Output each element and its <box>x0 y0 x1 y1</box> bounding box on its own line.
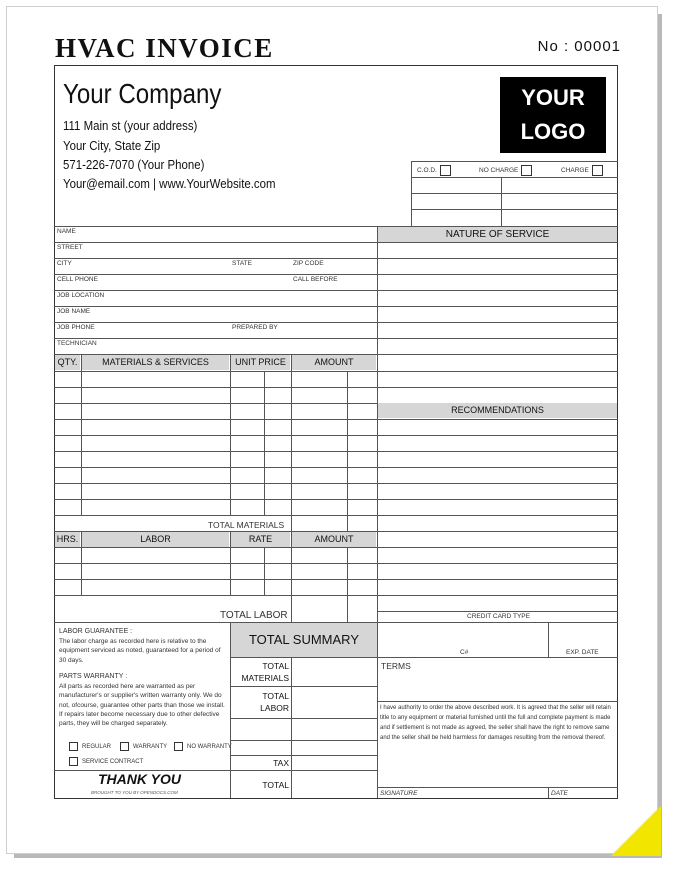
brought-to-you-text: BROUGHT TO YOU BY OPENDOCS.COM <box>91 790 178 795</box>
street-field[interactable]: STREET <box>57 244 83 251</box>
regular-checkbox[interactable] <box>69 742 78 751</box>
cod-checkbox[interactable] <box>440 165 451 176</box>
name-field[interactable]: NAME <box>57 228 76 235</box>
unit-price-header: UNIT PRICE <box>231 355 290 370</box>
prepared-by-field[interactable]: PREPARED BY <box>232 324 278 331</box>
cod-label: C.O.D. <box>417 167 437 175</box>
company-contact: Your@email.com | www.YourWebsite.com <box>63 176 276 191</box>
rate-header: RATE <box>231 532 290 547</box>
labor-guarantee-title: LABOR GUARANTEE : <box>59 628 133 635</box>
call-before-field[interactable]: CALL BEFORE <box>293 276 338 283</box>
service-contract-checkbox[interactable] <box>69 757 78 766</box>
company-phone: 571-226-7070 (Your Phone) <box>63 157 205 172</box>
technician-field[interactable]: TECHNICIAN <box>57 340 97 347</box>
card-number-label: C# <box>460 649 469 656</box>
job-phone-field[interactable]: JOB PHONE <box>57 324 95 331</box>
summary-tax-label: TAX <box>273 758 289 768</box>
company-logo <box>500 77 606 153</box>
terms-label: TERMS <box>381 661 411 671</box>
summary-total-labor-label: TOTAL LABOR <box>260 691 289 713</box>
city-field[interactable]: CITY <box>57 260 72 267</box>
job-name-field[interactable]: JOB NAME <box>57 308 91 315</box>
no-charge-label: NO CHARGE <box>479 167 519 175</box>
labor-header: LABOR <box>82 532 229 547</box>
regular-option[interactable] <box>69 742 111 751</box>
invoice-title: HVAC INVOICE <box>55 33 274 63</box>
regular-label: REGULAR <box>82 744 112 751</box>
charge-option[interactable] <box>561 165 603 176</box>
job-location-field[interactable]: JOB LOCATION <box>57 292 105 299</box>
logo-line-1: YOUR <box>521 85 585 110</box>
summary-total-label: TOTAL <box>262 780 289 790</box>
total-summary-header: TOTAL SUMMARY <box>231 623 377 657</box>
amount-header: AMOUNT <box>292 355 376 370</box>
parts-warranty-title: PARTS WARRANTY : <box>59 673 128 680</box>
total-labor-label: TOTAL LABOR <box>220 610 288 621</box>
credit-card-type-label: CREDIT CARD TYPE <box>467 613 530 620</box>
no-charge-option[interactable] <box>479 165 532 176</box>
labor-guarantee-text: The labor charge as recorded here is relative to the equipment serviced as noted, guaranteed for a period of 30 days. <box>59 638 221 664</box>
no-warranty-checkbox[interactable] <box>174 742 183 751</box>
qty-header: QTY. <box>55 355 80 370</box>
total-materials-label: TOTAL MATERIALS <box>208 520 285 530</box>
nature-of-service-header: NATURE OF SERVICE <box>378 227 617 242</box>
cod-option[interactable] <box>417 165 451 176</box>
invoice-number: No : 00001 <box>537 38 621 55</box>
charge-checkbox[interactable] <box>592 165 603 176</box>
service-contract-option[interactable] <box>69 757 143 766</box>
page-curl-yellow <box>611 806 661 856</box>
recommendations-header: RECOMMENDATIONS <box>378 403 617 418</box>
no-charge-checkbox[interactable] <box>521 165 532 176</box>
terms-text: I have authority to order the above described work. It is agreed that the seller will retain title to any equipment or material furnished until the full and complete payment is made and if settlement is not made as agreed, the seller shall have the right to remove same and the seller shall be held harmless for damages resulting from the removal thereof. <box>380 705 611 741</box>
cell-phone-field[interactable]: CELL PHONE <box>57 276 98 283</box>
charge-label: CHARGE <box>561 167 589 175</box>
parts-warranty-text: All parts as recorded here are warranted as per manufacturer's or supplier's written warranty only. We do not, ofcourse, guarantee other parts than those we install. If repairs later become necessary due to other defective parts, they will be charged separately. <box>59 683 225 728</box>
date-field[interactable]: DATE <box>551 790 568 797</box>
company-name: Your Company <box>63 78 222 109</box>
hrs-header: HRS. <box>55 532 80 547</box>
no-warranty-option[interactable] <box>174 742 232 751</box>
no-warranty-label: NO WARRANTY <box>187 744 232 751</box>
materials-header: MATERIALS & SERVICES <box>82 355 229 370</box>
zip-field[interactable]: ZIP CODE <box>293 260 324 267</box>
service-contract-label: SERVICE CONTRACT <box>82 759 144 766</box>
warranty-checkbox[interactable] <box>120 742 129 751</box>
state-field[interactable]: STATE <box>232 260 252 267</box>
summary-total-materials-label: TOTAL MATERIALS <box>241 661 289 683</box>
thank-you-text: THANK YOU <box>98 771 181 787</box>
labor-amount-header: AMOUNT <box>292 532 376 547</box>
signature-field[interactable]: SIGNATURE <box>380 790 418 797</box>
company-city: Your City, State Zip <box>63 138 161 153</box>
warranty-option[interactable] <box>120 742 167 751</box>
warranty-label: WARRANTY <box>133 744 168 751</box>
logo-line-2: LOGO <box>520 119 586 144</box>
exp-date-label: EXP. DATE <box>566 649 599 656</box>
company-address: 111 Main st (your address) <box>63 118 198 133</box>
